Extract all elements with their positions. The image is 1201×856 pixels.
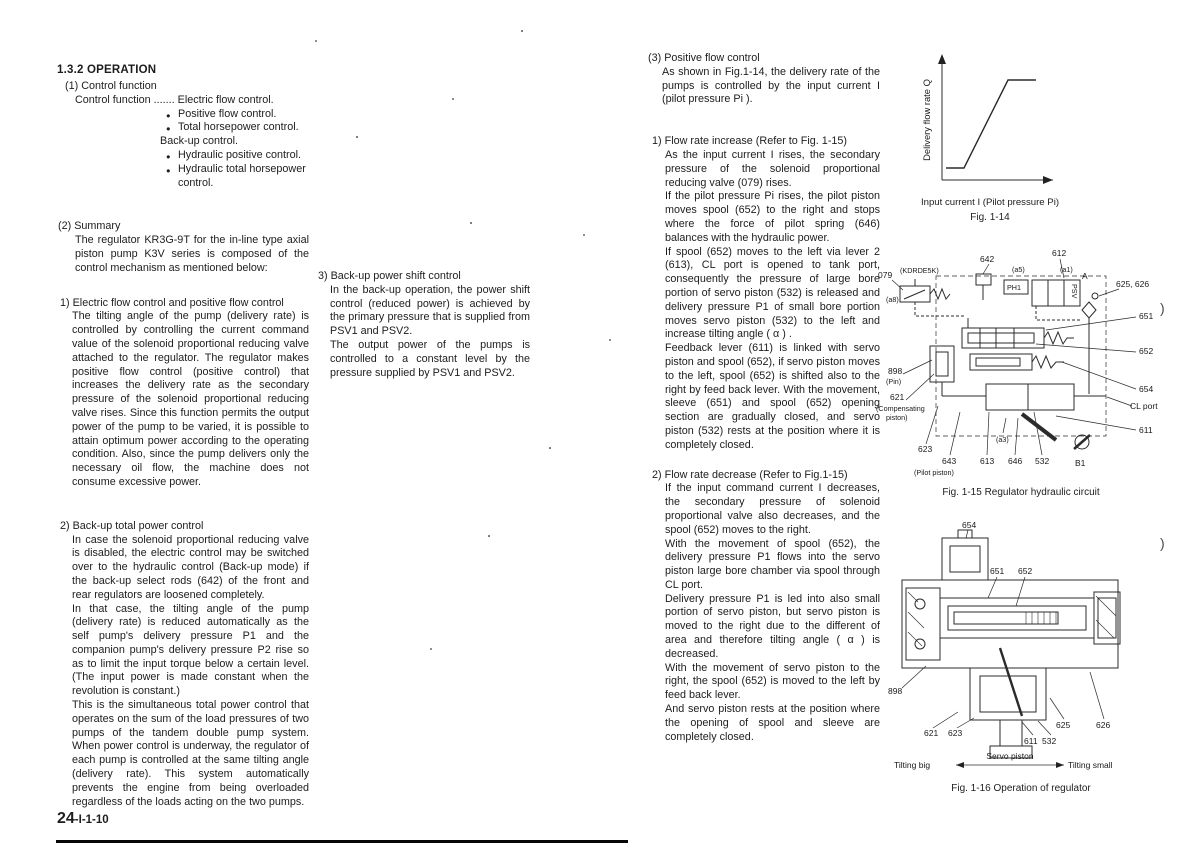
fig15-label-pilot-piston: (Pilot piston) bbox=[914, 468, 954, 477]
port-625-626 bbox=[1092, 293, 1098, 299]
top-valve-654 bbox=[942, 530, 988, 580]
fig16-label-623: 623 bbox=[948, 728, 963, 738]
fig15-label-pin: (Pin) bbox=[886, 377, 902, 386]
fig15-label-613: 613 bbox=[980, 456, 995, 466]
fig16-label-654: 654 bbox=[962, 520, 977, 530]
fig-1-16-diagram bbox=[876, 516, 1166, 774]
fig15-label-kdrde5k: (KDRDE5K) bbox=[900, 266, 939, 275]
fig15-label-612: 612 bbox=[1052, 248, 1067, 258]
flow-decrease-paragraph: And servo piston rests at the position where the opening of spool and sleeve are completely closed. bbox=[665, 703, 880, 743]
sleeve-spool-651-652 bbox=[940, 598, 1094, 638]
flow-decrease-title: 2) Flow rate decrease (Refer to Fig.1-15) bbox=[652, 468, 848, 481]
control-bullet: ● Hydraulic positive control. bbox=[57, 149, 309, 163]
fig15-label-643: 643 bbox=[942, 456, 957, 466]
flow-decrease-paragraph: If the input command current I decreases, the secondary pressure of solenoid proportional valve also decreases, and the spool (652) moves to the right. bbox=[665, 482, 880, 536]
scan-speck bbox=[470, 222, 472, 224]
flow-increase-paragraph: If the pilot pressure Pi rises, the pilot piston moves spool (652) to the right and stops where the force of pilot spring (646) balances with the hydraulic power. bbox=[665, 190, 880, 244]
backup-select-rod-642 bbox=[976, 274, 991, 300]
fig16-label-tilting-big: Tilting big bbox=[894, 760, 931, 770]
flow-increase-paragraph: Feedback lever (611) is linked with servo piston and spool (652), if servo piston moves to the left, spool (652) is shifted also to the right by feed back lever. With the movement, sleeve (651) and spool (652) opening section are gradually closed, and servo piston (532) rests at the position where it is completely closed. bbox=[665, 342, 880, 451]
fig15-label-651: 651 bbox=[1139, 311, 1154, 321]
flow-increase-paragraph: As the input current I rises, the secondary pressure of the solenoid proportional reducing valve (079) rises. bbox=[665, 148, 880, 189]
control-bullet: ● Total horsepower control. bbox=[57, 121, 309, 135]
solenoid-valve-079 bbox=[900, 279, 964, 316]
pilot-spool bbox=[970, 354, 1064, 370]
fig15-label-a3: (a3) bbox=[996, 435, 1009, 444]
item3-paragraph: In the back-up operation, the power shift control (reduced power) is achieved by the primary pressure that is supplied from PSV1 and PSV2. bbox=[330, 283, 530, 338]
fig15-label-psv: PSV bbox=[1070, 284, 1079, 299]
figure-1-16 bbox=[876, 516, 1166, 794]
control-function-line: Control function ....... Electric flow control. bbox=[75, 93, 274, 106]
backup-control-line: Back-up control. bbox=[160, 135, 239, 148]
scan-speck bbox=[430, 648, 432, 650]
flow-increase-paragraph: If spool (652) moves to the left via lever 2 (613), CL port is opened to tank port, consequently the pressure of large bore portion of servo piston (532) is released and delivery pressure P1 of small bore portion moves servo piston (532) to the left and increase tilting angle ( α ) . bbox=[665, 245, 880, 341]
scan-speck bbox=[356, 136, 358, 138]
leader-lines bbox=[902, 530, 1104, 735]
fig15-label-ph1: PH1 bbox=[1007, 283, 1021, 292]
scan-artifact-paren: ) bbox=[1160, 535, 1165, 551]
scan-speck bbox=[488, 535, 490, 537]
scan-speck bbox=[452, 98, 454, 100]
port-b1 bbox=[1074, 435, 1090, 449]
positive-flow-label: (3) Positive flow control bbox=[648, 52, 760, 64]
page-number-rest: -I-1-10 bbox=[74, 814, 109, 826]
fig14-caption: Fig. 1-14 bbox=[970, 212, 1010, 223]
fig14-y-axis-label: Delivery flow rate Q bbox=[921, 79, 932, 161]
section-heading: 1.3.2 OPERATION bbox=[57, 64, 157, 76]
fig15-label-654: 654 bbox=[1139, 384, 1154, 394]
summary-paragraph: The regulator KR3G-9T for the in-line type axial piston pump K3V series is composed of the control mechanism as mentioned below: bbox=[75, 234, 309, 274]
fig-1-14-plot bbox=[890, 50, 1090, 190]
control-bullet: ● Positive flow control. bbox=[57, 108, 309, 122]
fig15-caption: Fig. 1-15 Regulator hydraulic circuit bbox=[942, 487, 1100, 498]
figure-1-15 bbox=[876, 246, 1166, 498]
item1-body: The tilting angle of the pump (delivery rate) is controlled by controlling the current command value of the solenoid proportional reducing valve attached to the regulator. The regulator makes positive flow control (positive control) that increases the delivery rate as the secondary pressure of the solenoid proportional reducing valve rises. Since this function permits the output power of the pump to be varied, it is possible to attain optimum power according to the operating condition. Also, since the pump delivers only the necessary oil flow, the machine does not consume excessive power. bbox=[72, 310, 309, 488]
fig16-label-tilting-small: Tilting small bbox=[1068, 760, 1113, 770]
positive-flow-body: As shown in Fig.1-14, the delivery rate of the pumps is controlled by the input current I (pilot pressure Pi ). bbox=[662, 65, 880, 106]
right-cap-625-626 bbox=[1094, 592, 1120, 644]
x-axis-arrowhead bbox=[1043, 176, 1053, 184]
fig15-label-621: 621 bbox=[890, 392, 905, 402]
item2-paragraph: In that case, the tilting angle of the pump (delivery rate) is reduced automatically as the self pump's delivery pressure P1 and the companion pump's delivery pressure P2 rise so as to limit the input torque below a certain level. (The input power is made constant when the revolution is constant.) bbox=[72, 602, 309, 698]
item2-paragraph: This is the simultaneous total power control that operates on the sum of the load pressures of two pumps of the tandem double pump system. When power control is underway, the regulator of each pump is controlled at the same tilting angle (delivery rate). This system automatically prevents the engine from being overloaded regardless of the loads acting on the two pumps. bbox=[72, 699, 309, 808]
fig15-label-compensating-2: piston) bbox=[886, 413, 908, 422]
item2-paragraph: In case the solenoid proportional reducing valve is disabled, the electric control may be switched over to the hydraulic control (Back-up mode) if the back-up select rods (642) of the front and rear regulators are loosened completely. bbox=[72, 533, 309, 601]
fig15-label-079: 079 bbox=[878, 270, 893, 280]
fig16-label-532: 532 bbox=[1042, 736, 1057, 746]
fig16-label-611: 611 bbox=[1024, 736, 1038, 746]
fig15-label-cl-port: CL port bbox=[1130, 401, 1158, 411]
scan-speck bbox=[609, 339, 611, 341]
check-valve bbox=[1082, 302, 1096, 318]
fig16-label-898: 898 bbox=[888, 686, 903, 696]
fig15-label-b1: B1 bbox=[1075, 458, 1086, 468]
figure-1-14 bbox=[890, 50, 1090, 223]
page-number bbox=[57, 810, 109, 828]
page-number-big: 24 bbox=[57, 810, 75, 827]
control-function-label: (1) Control function bbox=[65, 80, 157, 92]
fig15-label-611: 611 bbox=[1139, 425, 1153, 435]
fig15-label-646: 646 bbox=[1008, 456, 1023, 466]
sleeve-spool-assembly bbox=[962, 318, 1074, 348]
fig16-caption: Fig. 1-16 Operation of regulator bbox=[951, 783, 1091, 794]
fig15-label-a1: (a1) bbox=[1060, 265, 1073, 274]
flow-decrease-paragraph: With the movement of servo piston to the right, the spool (652) is moved to the left by feed back lever. bbox=[665, 661, 880, 702]
scan-speck bbox=[315, 40, 317, 42]
servo-piston-direction bbox=[956, 762, 1064, 768]
fig16-label-652: 652 bbox=[1018, 566, 1033, 576]
flow-increase-title: 1) Flow rate increase (Refer to Fig. 1-15) bbox=[652, 135, 848, 148]
fig15-label-898: 898 bbox=[888, 366, 903, 376]
fig16-label-625: 625 bbox=[1056, 720, 1071, 730]
fig15-label-compensating-1: (Compensating bbox=[876, 404, 925, 413]
scan-edge-bar bbox=[56, 840, 628, 843]
flow-decrease-paragraph: Delivery pressure P1 is led into also small portion of servo piston, but servo piston is moved to the right due to the different of area and therefore tilting angle ( α ) is decreased. bbox=[665, 592, 880, 660]
feedback-lever bbox=[1000, 648, 1022, 716]
fig15-label-a8: (a8) bbox=[886, 295, 899, 304]
left-column bbox=[57, 64, 309, 809]
fig15-label-623: 623 bbox=[918, 444, 933, 454]
y-axis-arrowhead bbox=[938, 54, 946, 64]
fig15-label-A: A bbox=[1082, 271, 1088, 281]
scan-speck bbox=[521, 30, 523, 32]
scan-artifact-paren: ) bbox=[1160, 300, 1165, 316]
fig15-label-a5: (a5) bbox=[1012, 265, 1025, 274]
right-column bbox=[648, 52, 880, 744]
item1-title: 1) Electric flow control and positive flow control bbox=[60, 296, 284, 309]
fig15-label-625-626: 625, 626 bbox=[1116, 279, 1150, 289]
fig15-label-642: 642 bbox=[980, 254, 995, 264]
fig15-label-532: 532 bbox=[1035, 456, 1050, 466]
item3-title: 3) Back-up power shift control bbox=[318, 270, 461, 282]
fig16-label-621: 621 bbox=[924, 728, 939, 738]
middle-column bbox=[318, 270, 530, 380]
scan-speck bbox=[583, 234, 585, 236]
item2-title: 2) Back-up total power control bbox=[60, 519, 204, 532]
fig16-label-626: 626 bbox=[1096, 720, 1111, 730]
summary-label: (2) Summary bbox=[58, 220, 121, 233]
servo-piston-part bbox=[942, 384, 1106, 440]
fig14-x-axis-label: Input current I (Pilot pressure Pi) bbox=[920, 197, 1060, 208]
control-bullet: ● Hydraulic total horsepower control. bbox=[57, 163, 309, 191]
fig16-label-servo-piston: Servo piston bbox=[986, 751, 1034, 761]
fig16-label-651: 651 bbox=[990, 566, 1005, 576]
fig-1-15-diagram bbox=[876, 246, 1166, 478]
scan-speck bbox=[549, 447, 551, 449]
compensating-piston-part bbox=[930, 346, 954, 396]
fig15-label-652: 652 bbox=[1139, 346, 1154, 356]
item3-paragraph: The output power of the pumps is controlled to a constant level by the pressure supplied by PSV1 and PSV2. bbox=[330, 338, 530, 379]
flow-decrease-paragraph: With the movement of spool (652), the delivery pressure P1 flows into the servo piston large bore chamber via spool through CL port. bbox=[665, 537, 880, 591]
